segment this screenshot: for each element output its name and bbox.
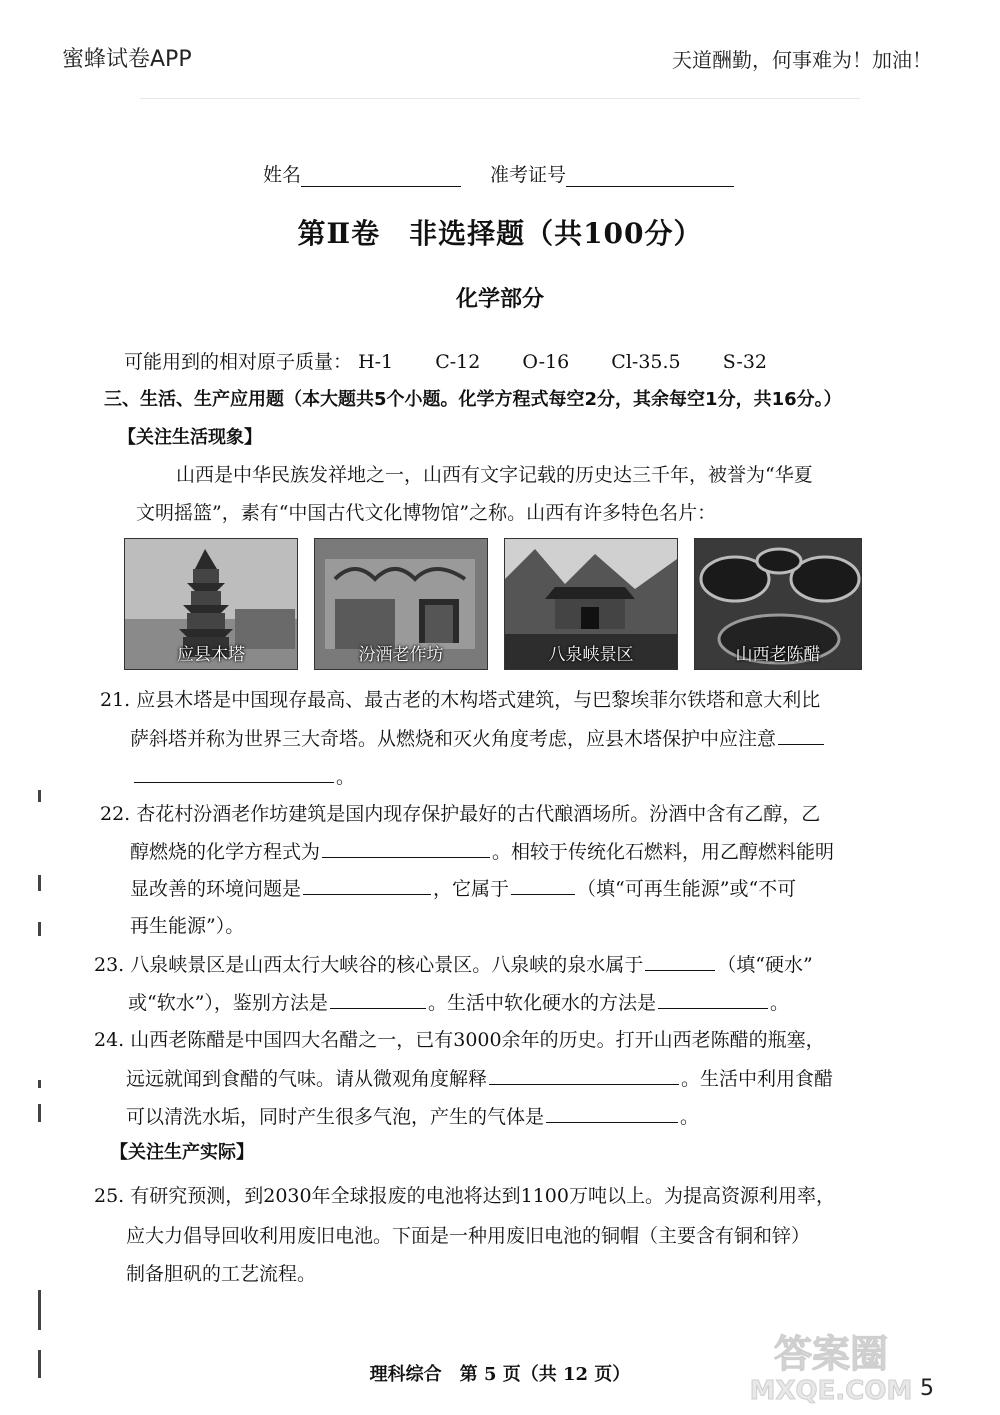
- q22-text-d: ，它属于: [433, 878, 510, 900]
- q23-line-1: [94, 952, 813, 977]
- q23-water-type-blank[interactable]: [645, 952, 715, 971]
- name-blank[interactable]: [301, 166, 461, 187]
- photo-aged-vinegar: [694, 538, 862, 670]
- q25-line-2: 应大力倡导回收利用废旧电池。下面是一种用废旧电池的铜帽（主要含有铜和锌）: [126, 1225, 811, 1247]
- atomic-mass-item: C-12: [435, 351, 481, 373]
- q23-method-blank[interactable]: [330, 990, 426, 1009]
- q22-line-4: 再生能源”）。: [130, 915, 245, 937]
- photo-caption: 八泉峡景区: [548, 645, 634, 665]
- ticket-blank[interactable]: [566, 166, 734, 187]
- watermark-logo: [726, 1327, 936, 1405]
- photo-caption: 应县木塔: [177, 645, 245, 665]
- q22-text-e: （填“可再生能源”或“不可: [577, 878, 797, 900]
- photo-fenjiu-workshop: [314, 538, 488, 670]
- motto: 天道酬勤，何事难为！加油！: [672, 48, 932, 72]
- q22-line-3: [130, 876, 796, 901]
- binding-mark: [38, 1080, 41, 1088]
- q23-line-2: [128, 990, 789, 1015]
- q22-text-c: 显改善的环境问题是: [130, 878, 302, 900]
- q22-environment-blank[interactable]: [303, 876, 431, 895]
- binding-mark: [38, 790, 41, 802]
- page-number: 5: [920, 1376, 934, 1401]
- q24-text-a: 远远就闻到食醋的气味。请从微观角度解释: [126, 1068, 488, 1090]
- watermark-graphic: [726, 1327, 936, 1405]
- binding-mark: [38, 1104, 41, 1122]
- watermark-title: 答案圈: [773, 1332, 889, 1376]
- name-field: [263, 160, 461, 187]
- q24-line-3: [126, 1104, 699, 1129]
- atomic-mass-label: 可能用到的相对原子质量：: [124, 351, 353, 373]
- q24-text-c: 可以清洗水垢，同时产生很多气泡，产生的气体是: [126, 1106, 545, 1128]
- atomic-mass-item: H-1: [358, 351, 394, 373]
- q24-end: 。: [680, 1106, 700, 1128]
- q23-text-d: 。生活中软化硬水的方法是: [427, 992, 656, 1014]
- q22-line-1: 22. 杏花村汾酒老作坊建筑是国内现存保护最好的古代酿酒场所。汾酒中含有乙醇，乙: [100, 803, 821, 825]
- q25-line-1: 25. 有研究预测，到2030年全球报废的电池将达到1100万吨以上。为提高资源利用率，: [94, 1185, 835, 1207]
- q24-line-2: [126, 1066, 833, 1091]
- topic-life: 【关注生活现象】: [118, 427, 262, 448]
- q24-text-b: 。生活中利用食醋: [681, 1068, 834, 1090]
- q25-line-3: 制备胆矾的工艺流程。: [126, 1263, 317, 1285]
- ticket-field: [490, 160, 734, 187]
- binding-mark: [38, 875, 41, 891]
- intro-line-1: 山西是中华民族发祥地之一，山西有文字记载的历史达三千年，被誉为“华夏: [176, 464, 813, 486]
- atomic-mass-item: S-32: [722, 351, 767, 373]
- q23-softening-blank[interactable]: [658, 990, 768, 1009]
- q21-answer-blank-a[interactable]: [778, 726, 824, 745]
- q23-end: 。: [769, 992, 789, 1014]
- part-heading: 三、生活、生产应用题（本大题共5个小题。化学方程式每空2分，其余每空1分，共16分。）: [104, 389, 842, 410]
- q21-answer-blank-b[interactable]: [134, 764, 334, 783]
- app-name: 蜜蜂试卷APP: [62, 47, 192, 72]
- q24-line-1: 24. 山西老陈醋是中国四大名醋之一，已有3000余年的历史。打开山西老陈醋的瓶塞，: [94, 1029, 825, 1051]
- q21-line-1: 21. 应县木塔是中国现存最高、最古老的木构塔式建筑，与巴黎埃菲尔铁塔和意大利比: [100, 689, 821, 711]
- paper-title: 第Ⅱ卷 非选择题（共100分）: [297, 217, 703, 250]
- atomic-mass-item: O-16: [522, 351, 570, 373]
- header-divider: [140, 98, 860, 99]
- photo-caption: 山西老陈醋: [735, 645, 821, 665]
- intro-line-2: 文明摇篮”，素有“中国古代文化博物馆”之称。山西有许多特色名片：: [136, 502, 717, 524]
- q23-text-b: （填“硬水”: [717, 954, 813, 976]
- photo-wooden-pagoda: [124, 538, 298, 670]
- q21-text: 萨斜塔并称为世界三大奇塔。从燃烧和灭火角度考虑，应县木塔保护中应注意: [130, 728, 777, 750]
- q24-explain-blank[interactable]: [489, 1066, 679, 1085]
- name-label: 姓名: [263, 164, 302, 186]
- q21-line-2: [130, 726, 826, 751]
- q22-text-a: 醇燃烧的化学方程式为: [130, 841, 321, 863]
- q24-gas-blank[interactable]: [546, 1104, 678, 1123]
- binding-mark: [38, 922, 41, 936]
- page-footer: 理科综合 第 5 页（共 12 页）: [369, 1364, 631, 1385]
- q22-energy-type-blank[interactable]: [511, 876, 575, 895]
- binding-mark: [38, 1290, 41, 1330]
- q21-end: 。: [336, 766, 356, 788]
- q23-text-c: 或“软水”），鉴别方法是: [128, 992, 328, 1014]
- atomic-mass-item: Cl-35.5: [611, 351, 681, 373]
- atomic-mass-line: [124, 350, 803, 374]
- q21-line-3: [132, 764, 355, 789]
- photo-caption: 汾酒老作坊: [358, 645, 444, 665]
- ticket-label: 准考证号: [490, 164, 567, 186]
- watermark-url: MXQE.COM: [749, 1376, 913, 1405]
- q23-text-a: 23. 八泉峡景区是山西太行大峡谷的核心景区。八泉峡的泉水属于: [94, 954, 644, 976]
- q22-line-2: [130, 839, 834, 864]
- photo-baquanxia: [504, 538, 678, 670]
- section-title: 化学部分: [455, 287, 544, 312]
- q22-text-b: 。相较于传统化石燃料，用乙醇燃料能明: [492, 841, 835, 863]
- q22-equation-blank[interactable]: [322, 839, 490, 858]
- topic-production: 【关注生产实际】: [110, 1142, 254, 1163]
